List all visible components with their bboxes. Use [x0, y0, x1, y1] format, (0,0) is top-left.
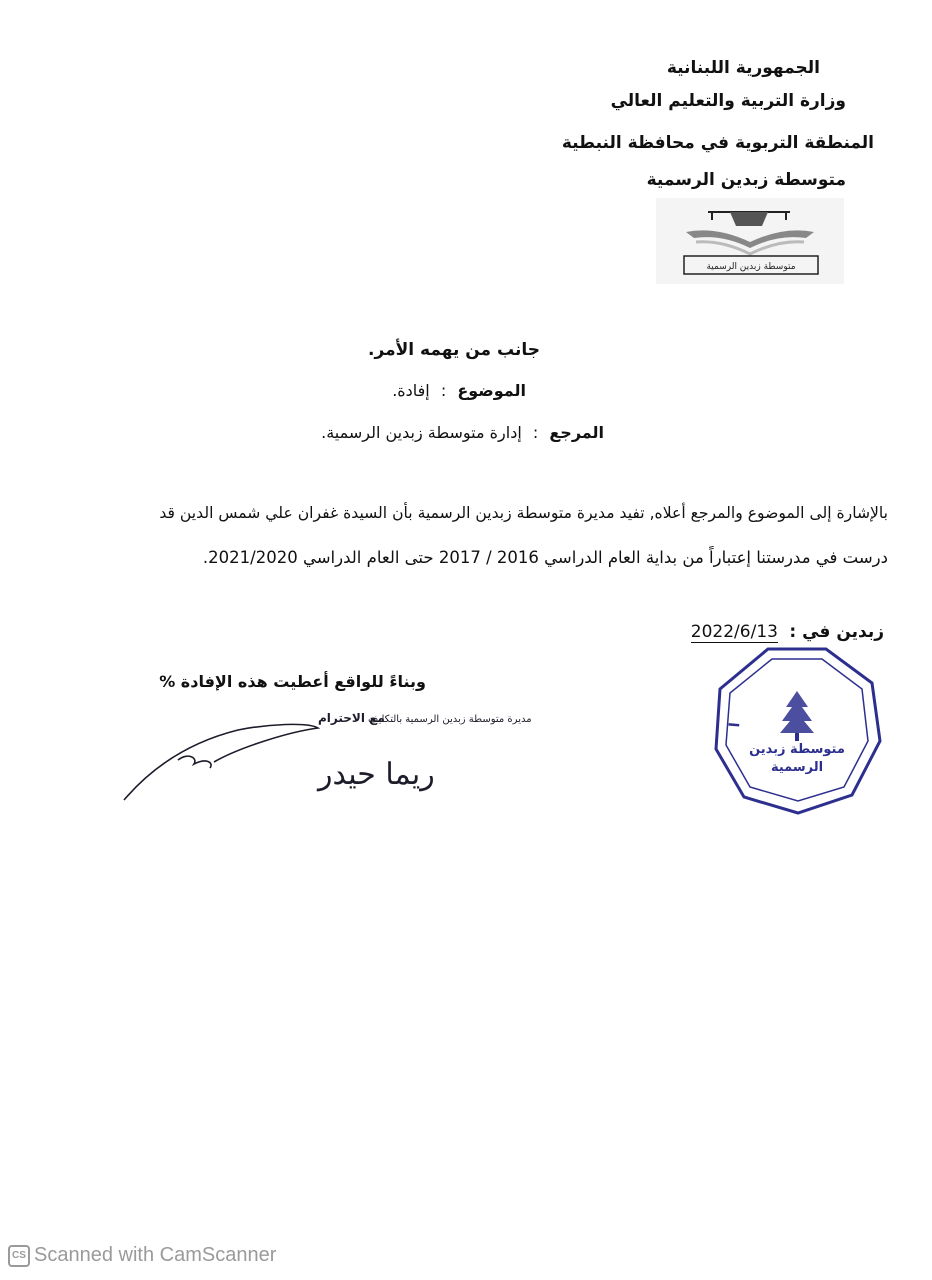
reference-label: المرجع [549, 423, 604, 442]
body-line-1: بالإشارة إلى الموضوع والمرجع أعلاه, تفيد مديرة متوسطة زبدين الرسمية بأن السيدة غفران علي شمس الدين قد [159, 504, 888, 522]
signature-icon [118, 700, 532, 810]
school-logo-icon [656, 198, 844, 284]
addressee: جانب من يهمه الأمر. [368, 340, 540, 360]
reference-sep: : [532, 423, 539, 442]
signature-name: ريما حيدر [318, 757, 435, 792]
date-label: زبدين في : [789, 622, 884, 642]
camscanner-text: Scanned with CamScanner [34, 1244, 277, 1266]
cedar-stamp-icon [712, 645, 882, 815]
reference-line [321, 423, 604, 442]
subject-sep: : [440, 381, 447, 400]
subject-line [392, 381, 526, 400]
signature-title: مديرة متوسطة زبدين الرسمية بالتكليف [368, 714, 532, 725]
signature-respect: مع الاحترام [318, 711, 385, 725]
camscanner-icon: CS [8, 1245, 30, 1267]
header-ministry: وزارة التربية والتعليم العالي [610, 91, 846, 111]
date-line [691, 622, 884, 642]
stamp-inner-2: الرسمية [770, 760, 824, 775]
subject-label: الموضوع [457, 381, 526, 400]
signature-block [118, 700, 532, 810]
subject-value: إفادة. [392, 381, 430, 400]
stamp-outer-text: ا [727, 721, 744, 728]
camscanner-watermark [8, 1244, 276, 1267]
date-value: 2022/6/13 [690, 622, 778, 642]
stamp-inner-1: متوسطة زبدين [749, 742, 845, 757]
header-school: متوسطة زبدين الرسمية [646, 170, 846, 190]
reference-value: إدارة متوسطة زبدين الرسمية. [321, 423, 522, 442]
closing-line: وبناءً للواقع أعطيت هذه الإفادة % [159, 672, 426, 691]
official-stamp [712, 645, 882, 815]
header-republic: الجمهورية اللبنانية [666, 58, 820, 78]
school-logo-caption: متوسطة زبدين الرسمية [706, 262, 796, 272]
body-line-2: درست في مدرستنا إعتباراً من بداية العام الدراسي 2016 / 2017 حتى العام الدراسي 2021/2020. [202, 548, 888, 567]
school-logo [656, 198, 844, 284]
header-region: المنطقة التربوية في محافظة النبطية [561, 133, 874, 153]
